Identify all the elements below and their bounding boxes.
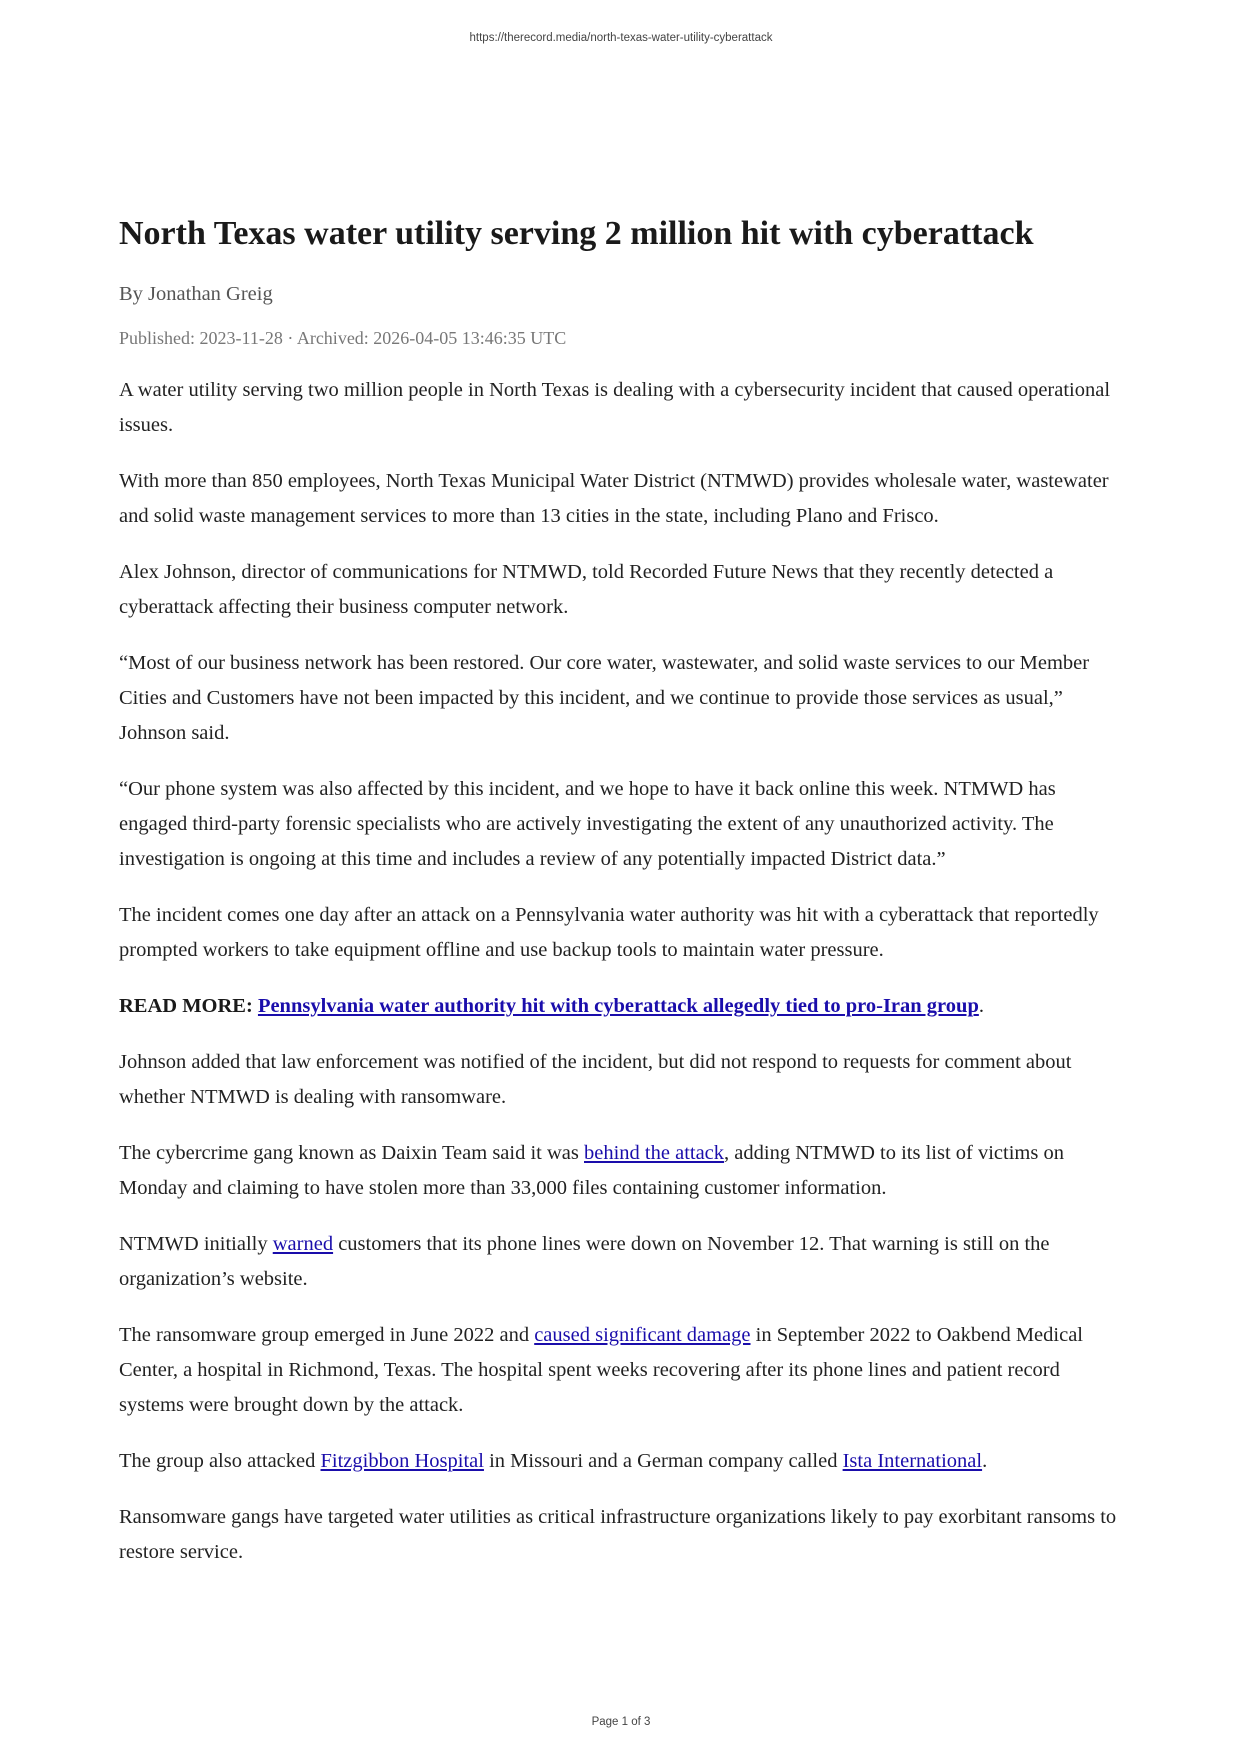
paragraph-11-text-middle: in Missouri and a German company called [483, 1449, 843, 1472]
ista-international-link[interactable]: Ista International [842, 1449, 983, 1472]
byline: By Jonathan Greig [119, 282, 273, 305]
paragraph-8-text-after: , adding NTMWD to its list of victims on Monday and claiming to have stolen more than 33,000 files containing customer information. [119, 1141, 1064, 1199]
fitzgibbon-hospital-link[interactable]: Fitzgibbon Hospital [320, 1449, 484, 1472]
paragraph-12: Ransomware gangs have targeted water utilities as critical infrastructure organizations likely to pay exorbitant ransoms to restore service. [119, 1505, 1117, 1563]
paragraph-5: “Our phone system was also affected by this incident, and we hope to have it back online this week. NTMWD has engaged third-party forensic specialists who are actively investigating the extent of any unauthorized activity. The investigation is ongoing at this time and includes a review of any potentially impacted District data.” [119, 777, 1056, 870]
paragraph-10-text-after: in September 2022 to Oakbend Medical Center, a hospital in Richmond, Texas. The hospital spent weeks recovering after its phone lines and patient record systems were brought down by the attack. [119, 1323, 1083, 1416]
paragraph-11-text-after: . [982, 1449, 988, 1472]
read-more-label: READ MORE: [119, 994, 253, 1017]
paragraph-8 [119, 1136, 1129, 1206]
paragraph-2: With more than 850 employees, North Texas Municipal Water District (NTMWD) provides wholesale water, wastewater and solid waste management services to more than 13 cities in the state, including Plano and Frisco. [119, 469, 1109, 527]
paragraph-9-text-before: NTMWD initially [119, 1232, 273, 1255]
paragraph-10 [119, 1318, 1129, 1423]
paragraph-4: “Most of our business network has been restored. Our core water, wastewater, and solid waste services to our Member Cities and Customers have not been impacted by this incident, and we continue to provide those services as usual,” Johnson said. [119, 651, 1090, 744]
paragraph-1: A water utility serving two million people in North Texas is dealing with a cybersecurity incident that caused operational issues. [119, 378, 1111, 436]
article-title: North Texas water utility serving 2 million hit with cyberattack [119, 215, 1034, 252]
paragraph-8-text-before: The cybercrime gang known as Daixin Team said it was [119, 1141, 584, 1164]
page-number: Page 1 of 3 [591, 1716, 651, 1728]
caused-significant-damage-link[interactable]: caused significant damage [534, 1323, 751, 1346]
source-url: https://therecord.media/north-texas-water-utility-cyberattack [469, 32, 773, 44]
behind-the-attack-link[interactable]: behind the attack [584, 1141, 725, 1164]
paragraph-9-text-after: customers that its phone lines were down on November 12. That warning is still on the organization’s website. [119, 1232, 1050, 1290]
article [119, 210, 1129, 1591]
paragraph-6: The incident comes one day after an attack on a Pennsylvania water authority was hit with a cyberattack that reportedly prompted workers to take equipment offline and use backup tools to maintain water pressure. [119, 903, 1099, 961]
read-more [119, 989, 1129, 1024]
paragraph-10-text-before: The ransomware group emerged in June 2022 and [119, 1323, 535, 1346]
paragraph-11-text-before: The group also attacked [119, 1449, 321, 1472]
paragraph-9 [119, 1227, 1129, 1297]
warned-link[interactable]: warned [272, 1232, 334, 1255]
paragraph-11 [119, 1444, 1129, 1479]
publish-meta: Published: 2023-11-28 · Archived: 2026-04-05 13:46:35 UTC [119, 328, 567, 349]
read-more-end: . [978, 994, 984, 1017]
paragraph-7: Johnson added that law enforcement was notified of the incident, but did not respond to requests for comment about whether NTMWD is dealing with ransomware. [119, 1050, 1072, 1108]
read-more-link[interactable]: Pennsylvania water authority hit with cyberattack allegedly tied to pro-Iran group [257, 994, 979, 1017]
paragraph-3: Alex Johnson, director of communications for NTMWD, told Recorded Future News that they recently detected a cyberattack affecting their business computer network. [119, 560, 1054, 618]
